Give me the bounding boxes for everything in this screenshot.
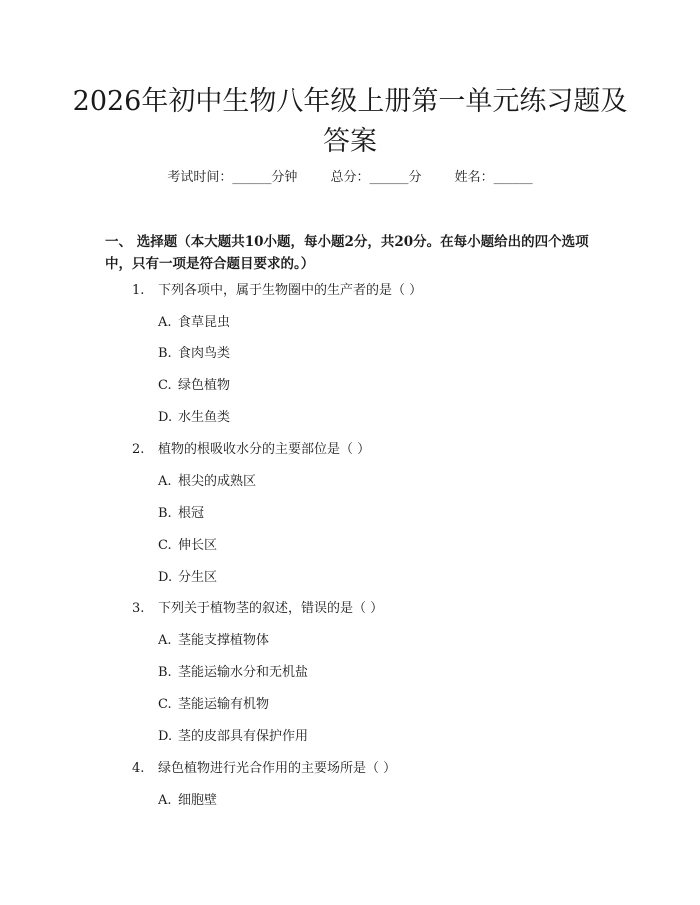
score-label: 总分： bbox=[330, 170, 370, 185]
option-text: 茎能运输有机物 bbox=[178, 697, 270, 712]
option-text: 茎能运输水分和无机盐 bbox=[178, 665, 309, 680]
score-blank: ______ bbox=[369, 170, 409, 185]
question-3-option-c bbox=[158, 696, 269, 714]
option-letter: A. bbox=[158, 315, 172, 330]
option-letter: B. bbox=[158, 346, 172, 361]
page-title: 2026年初中生物八年级上册第一单元练习题及答案 bbox=[72, 86, 628, 157]
exam-info-line bbox=[0, 169, 700, 187]
option-text: 水生鱼类 bbox=[178, 410, 231, 425]
question-1-option-b bbox=[158, 345, 230, 363]
question-1-option-d bbox=[158, 409, 230, 427]
option-letter: D. bbox=[158, 729, 173, 744]
option-text: 分生区 bbox=[178, 570, 218, 585]
option-text: 茎能支撑植物体 bbox=[178, 633, 270, 648]
option-text: 食肉鸟类 bbox=[178, 346, 231, 361]
question-4 bbox=[132, 760, 396, 778]
option-text: 茎的皮部具有保护作用 bbox=[178, 729, 309, 744]
question-text: 下列各项中，属于生物圈中的生产者的是（ ） bbox=[158, 283, 423, 298]
question-1-option-a bbox=[158, 314, 230, 332]
name-blank: ______ bbox=[493, 170, 533, 185]
option-text: 根尖的成熟区 bbox=[178, 474, 257, 489]
option-letter: D. bbox=[158, 570, 173, 585]
time-unit: 分钟 bbox=[271, 170, 298, 185]
question-number: 4. bbox=[132, 761, 145, 776]
question-number: 2. bbox=[132, 442, 145, 457]
option-letter: B. bbox=[158, 506, 172, 521]
question-number: 3. bbox=[132, 601, 145, 616]
question-text: 下列关于植物茎的叙述，错误的是（ ） bbox=[158, 601, 384, 616]
question-2 bbox=[132, 441, 370, 459]
question-1-option-c bbox=[158, 377, 230, 395]
option-text: 绿色植物 bbox=[178, 378, 231, 393]
question-text: 植物的根吸收水分的主要部位是（ ） bbox=[158, 442, 371, 457]
option-letter: A. bbox=[158, 633, 172, 648]
option-text: 食草昆虫 bbox=[178, 315, 231, 330]
option-text: 细胞壁 bbox=[178, 793, 218, 808]
question-1 bbox=[132, 282, 422, 300]
time-blank: ______ bbox=[232, 170, 272, 185]
score-unit: 分 bbox=[408, 170, 422, 185]
question-3 bbox=[132, 600, 383, 618]
option-letter: D. bbox=[158, 410, 173, 425]
question-3-option-b bbox=[158, 664, 308, 682]
option-text: 根冠 bbox=[178, 506, 205, 521]
question-3-option-d bbox=[158, 728, 308, 746]
name-label: 姓名： bbox=[454, 170, 494, 185]
option-letter: C. bbox=[158, 378, 172, 393]
time-label: 考试时间： bbox=[167, 170, 233, 185]
question-2-option-c bbox=[158, 537, 217, 555]
section-heading: 一、 选择题（本大题共10小题，每小题2分，共20分。在每小题给出的四个选项中，只有一项是符合题目要求的。） bbox=[105, 234, 589, 272]
question-3-option-a bbox=[158, 632, 269, 650]
question-number: 1. bbox=[132, 283, 145, 298]
option-letter: C. bbox=[158, 538, 172, 553]
question-2-option-b bbox=[158, 505, 204, 523]
option-letter: A. bbox=[158, 474, 172, 489]
question-4-option-a bbox=[158, 792, 217, 810]
question-2-option-d bbox=[158, 569, 217, 587]
question-2-option-a bbox=[158, 473, 256, 491]
option-text: 伸长区 bbox=[178, 538, 218, 553]
question-text: 绿色植物进行光合作用的主要场所是（ ） bbox=[158, 761, 397, 776]
option-letter: B. bbox=[158, 665, 172, 680]
option-letter: A. bbox=[158, 793, 172, 808]
option-letter: C. bbox=[158, 697, 172, 712]
